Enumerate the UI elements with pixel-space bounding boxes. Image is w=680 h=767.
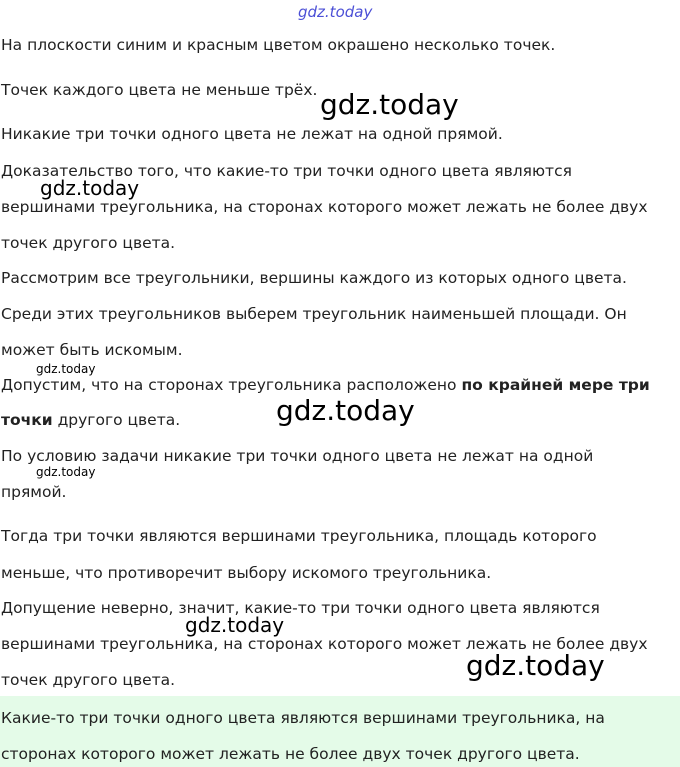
solution-line: точек другого цвета.	[1, 671, 176, 689]
answer-line: Какие-то три точки одного цвета являются вершинами треугольника, на	[1, 709, 605, 727]
solution-line: может быть искомым.	[1, 341, 183, 359]
answer-line: сторонах которого может лежать не более двух точек другого цвета.	[1, 745, 580, 763]
solution-line: На плоскости синим и красным цветом окрашено несколько точек.	[1, 36, 556, 54]
solution-line: вершинами треугольника, на сторонах которого может лежать не более двух	[1, 198, 648, 216]
solution-line: Допущение неверно, значит, какие-то три точки одного цвета являются	[1, 599, 600, 617]
solution-line: Доказательство того, что какие-то три точки одного цвета являются	[1, 162, 572, 180]
solution-line	[1, 410, 180, 430]
solution-text: Допустим, что на сторонах треугольника расположено	[1, 376, 462, 394]
solution-line: Среди этих треугольников выберем треугольник наименьшей площади. Он	[1, 305, 627, 323]
watermark-text: gdz.today	[276, 394, 415, 427]
solution-line: Никакие три точки одного цвета не лежат на одной прямой.	[1, 125, 503, 143]
solution-line: меньше, что противоречит выбору искомого треугольника.	[1, 564, 492, 582]
watermark-text: gdz.today	[40, 176, 140, 200]
emphasis-text: точки	[1, 411, 53, 429]
solution-line: вершинами треугольника, на сторонах которого может лежать не более двух	[1, 635, 648, 653]
watermark-text: gdz.today	[320, 88, 459, 121]
watermark-text: gdz.today	[185, 613, 285, 637]
emphasis-text: по крайней мере три	[461, 376, 650, 394]
solution-text: другого цвета.	[52, 411, 181, 429]
solution-line: Рассмотрим все треугольники, вершины каждого из которых одного цвета.	[1, 269, 627, 287]
header-watermark: gdz.today	[298, 3, 373, 21]
solution-line: прямой.	[1, 483, 67, 501]
watermark-text: gdz.today	[466, 649, 605, 682]
watermark-text: gdz.today	[36, 465, 96, 479]
solution-line: По условию задачи никакие три точки одного цвета не лежат на одной	[1, 447, 594, 465]
solution-line	[1, 375, 650, 395]
solution-line: Точек каждого цвета не меньше трёх.	[1, 81, 318, 99]
solution-line: Тогда три точки являются вершинами треугольника, площадь которого	[1, 527, 597, 545]
solution-line: точек другого цвета.	[1, 234, 176, 252]
watermark-text: gdz.today	[36, 362, 96, 376]
